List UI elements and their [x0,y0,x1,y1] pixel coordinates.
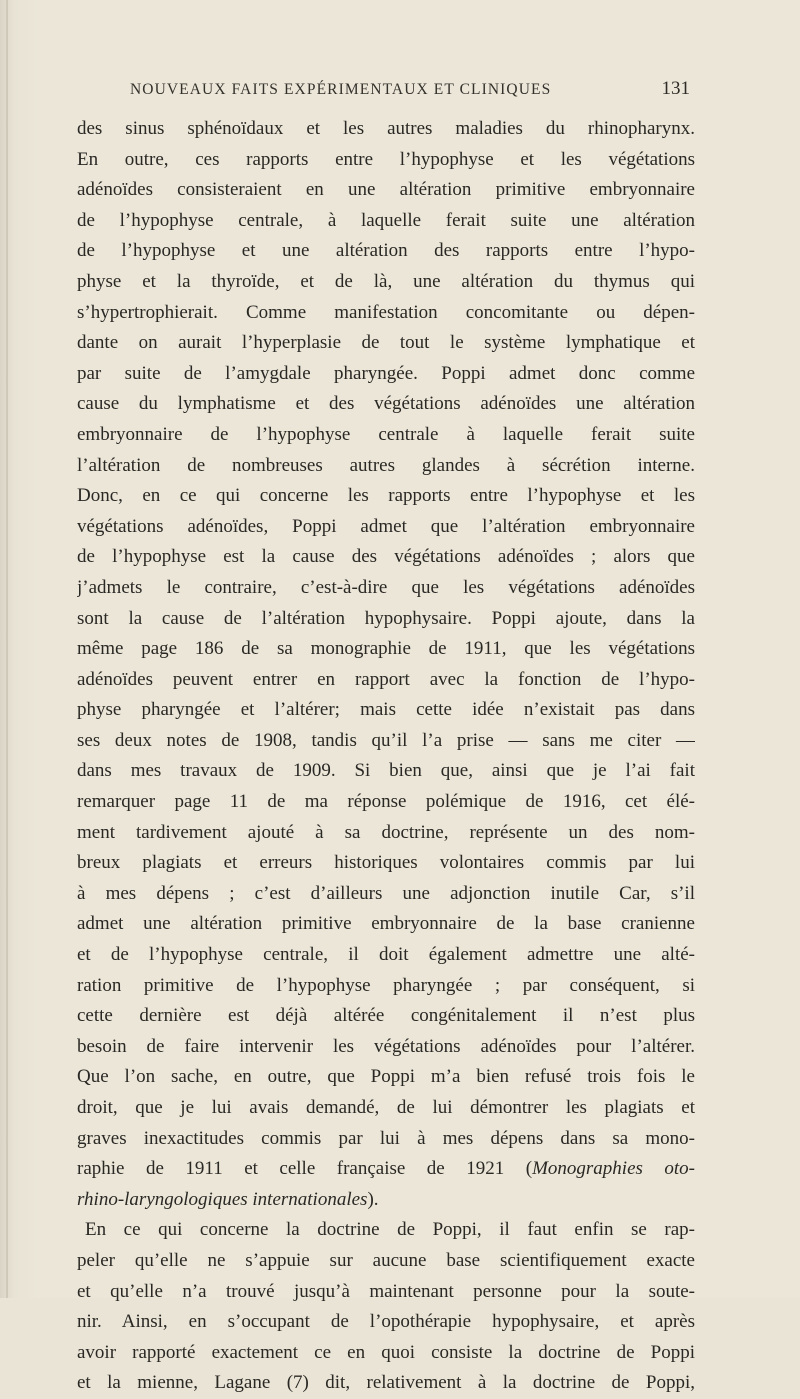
line-text: En outre, ces rapports entre l’hypophyse et les végétations [77,148,695,170]
text-line [77,909,695,940]
text-line [77,1185,695,1216]
text-line [77,1307,695,1338]
text-line [77,1032,695,1063]
text-line [77,145,695,176]
line-text: admet une altération primitive embryonnaire de la base cranienne [77,913,695,935]
text-line [77,787,695,818]
line-text: peler qu’elle ne s’appuie sur aucune base scientifiquement exacte [77,1249,695,1271]
line-text: physe et la thyroïde, et de là, une altération du thymus qui [77,270,695,292]
line-text: breux plagiats et erreurs historiques volontaires commis par lui [77,852,695,874]
line-text: En ce qui concerne la doctrine de Poppi, il faut enfin se rap- [85,1219,695,1241]
line-text: remarquer page 11 de ma réponse polémique de 1916, cet élé- [77,791,695,813]
text-line [77,267,695,298]
line-text: Donc, en ce qui concerne les rapports entre l’hypophyse et les [77,485,695,507]
text-line [77,573,695,604]
text-line [77,665,695,696]
text-line [77,726,695,757]
text-line [77,848,695,879]
line-text: droit, que je lui avais demandé, de lui démontrer les plagiats et [77,1097,695,1118]
line-text: et de l’hypophyse centrale, il doit également admettre une alté- [77,944,695,966]
line-text: ). [367,1188,379,1210]
text-line [77,512,695,543]
line-text: adénoïdes consisteraient en une altération primitive embryonnaire [77,179,695,201]
line-text: nir. Ainsi, en s’occupant de l’opothérapie hypophysaire, et après [77,1311,695,1333]
line-text: des sinus sphénoïdaux et les autres maladies du rhinopharynx. [77,118,695,139]
text-line [77,236,695,267]
text-line [77,1215,695,1246]
line-text: dante on aurait l’hyperplasie de tout le système lymphatique et [77,332,695,354]
text-line [77,451,695,482]
line-text: ment tardivement ajouté à sa doctrine, représente un des nom- [77,821,695,843]
text-line [77,542,695,573]
line-text: de l’hypophyse et une altération des rapports entre l’hypo- [77,240,695,262]
text-line [77,481,695,512]
line-text: et qu’elle n’a trouvé jusqu’à maintenant personne pour la soute- [77,1280,695,1302]
line-text: cette dernière est déjà altérée congénitalement il n’est plus [77,1005,695,1027]
text-line [77,1154,695,1185]
text-line [77,298,695,329]
text-line [77,1368,695,1399]
line-text: cause du lymphatisme et des végétations adénoïdes une altération [77,393,695,415]
text-line [77,1277,695,1308]
text-line [77,604,695,635]
text-line [77,420,695,451]
line-text: raphie de 1911 et celle française de 1921 ( [77,1158,533,1180]
text-line [77,634,695,665]
text-line [77,328,695,359]
line-text: Que l’on sache, en outre, que Poppi m’a bien refusé trois fois le [77,1066,695,1088]
line-text: j’admets le contraire, c’est-à-dire que les végétations adénoïdes [77,576,695,598]
page-edge [6,0,8,1298]
text-line [77,695,695,726]
text-line [77,114,695,145]
text-line [77,389,695,420]
text-line [77,971,695,1002]
text-line [77,359,695,390]
line-text: même page 186 de sa monographie de 1911, que les végétations [77,638,695,660]
italic-title: Monographies oto- [532,1158,695,1180]
line-text: ration primitive de l’hypophyse pharyngée ; par conséquent, si [77,974,695,996]
text-line [77,1338,695,1369]
line-text: de l’hypophyse centrale, à laquelle ferait suite une altération [77,209,695,231]
line-text: s’hypertrophierait. Comme manifestation concomitante ou dépen- [77,301,695,323]
running-head [130,78,690,102]
page-number: 131 [661,78,690,99]
line-text: et la mienne, Lagane (7) dit, relativement à la doctrine de Poppi, [77,1372,695,1394]
line-text: de l’hypophyse est la cause des végétations adénoïdes ; alors que [77,546,695,568]
line-text: végétations adénoïdes, Poppi admet que l’altération embryonnaire [77,515,695,537]
text-line [77,1062,695,1093]
text-line [77,175,695,206]
line-text: l’altération de nombreuses autres glandes à sécrétion interne. [77,454,695,476]
running-title: NOUVEAUX FAITS EXPÉRIMENTAUX ET CLINIQUES [130,81,552,98]
line-text: dans mes travaux de 1909. Si bien que, ainsi que je l’ai fait [77,760,695,782]
text-line [77,879,695,910]
text-line [77,940,695,971]
text-line [77,1001,695,1032]
text-line [77,206,695,237]
text-line [77,1124,695,1155]
text-line [77,756,695,787]
line-text: embryonnaire de l’hypophyse centrale à laquelle ferait suite [77,423,695,445]
line-text: physe pharyngée et l’altérer; mais cette idée n’existait pas dans [77,699,695,721]
line-text: ses deux notes de 1908, tandis qu’il l’a prise — sans me citer — [77,729,695,751]
body-text [77,114,695,1399]
text-line [77,818,695,849]
line-text: sont la cause de l’altération hypophysaire. Poppi ajoute, dans la [77,607,695,629]
line-text: avoir rapporté exactement ce en quoi consiste la doctrine de Poppi [77,1341,695,1363]
line-text: adénoïdes peuvent entrer en rapport avec la fonction de l’hypo- [77,668,695,690]
line-text: graves inexactitudes commis par lui à mes dépens dans sa mono- [77,1127,695,1149]
line-text: par suite de l’amygdale pharyngée. Poppi admet donc comme [77,362,695,384]
text-line [77,1246,695,1277]
line-text: besoin de faire intervenir les végétations adénoïdes pour l’altérer. [77,1035,695,1057]
line-text: à mes dépens ; c’est d’ailleurs une adjonction inutile Car, s’il [77,882,695,904]
italic-title: rhino-laryngologiques internationales [77,1188,368,1210]
text-line [77,1093,695,1124]
